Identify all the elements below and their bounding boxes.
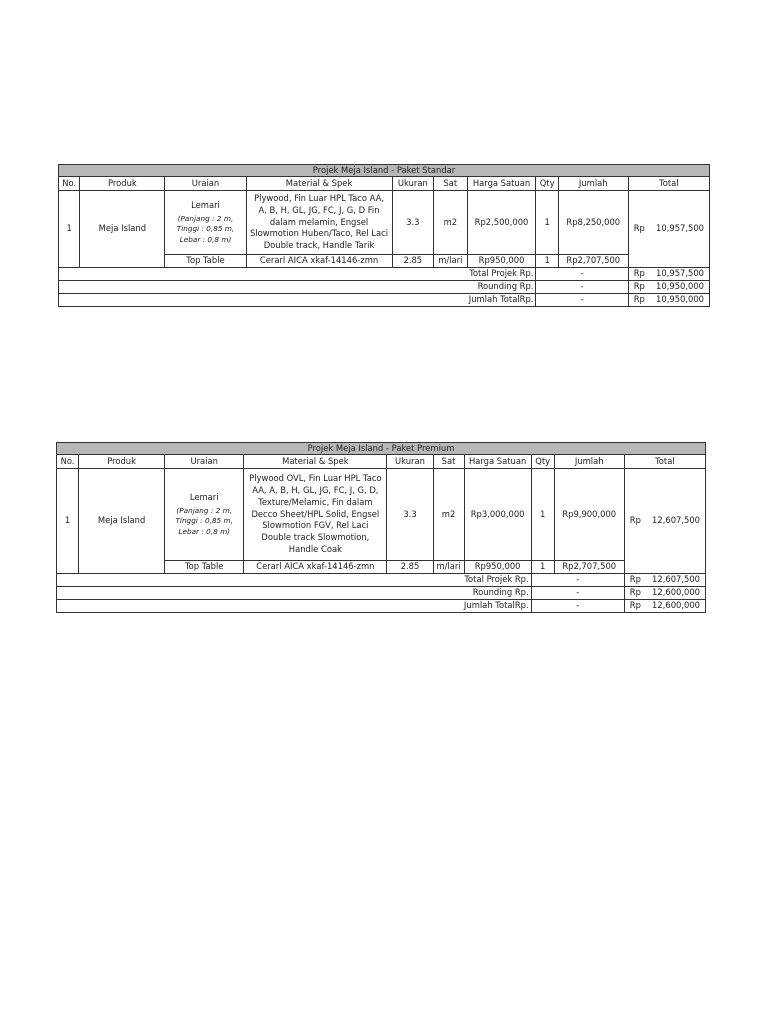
uraian-top-table: Top Table <box>165 561 244 574</box>
summary-label: Total Projek Rp. <box>59 268 536 281</box>
spek-lemari: Plywood, Fin Luar HPL Taco AA, A, B, H, GL, JG, FC, J, G, D Fin dalam melamin, Engsel Slowmotion Huben/Taco, Rel Laci Double track, Handle Tarik <box>246 191 392 255</box>
uraian-lemari: Lemari <box>189 491 219 502</box>
summary-dash: - <box>536 268 628 281</box>
uraian-cell <box>165 191 246 255</box>
summary-value: 10,950,000 <box>656 294 704 305</box>
summary-row-jumlah-total <box>57 600 706 613</box>
sat-top-table: m/lari <box>433 561 464 574</box>
total-value: 10,957,500 <box>656 223 704 234</box>
row-produk: Meja Island <box>79 469 165 574</box>
uraian-dimensions: (Panjang : 2 m, Tinggi : 0,85 m, Lebar : 0,8 m) <box>175 505 233 536</box>
ukuran-top-table: 2.85 <box>387 561 433 574</box>
summary-label: Rounding Rp. <box>57 587 532 600</box>
summary-row-total-projek <box>57 574 706 587</box>
summary-row-rounding <box>59 281 710 294</box>
summary-rp: Rp <box>629 574 641 585</box>
table-title: Projek Meja Island - Paket Standar <box>59 165 710 177</box>
ukuran-lemari: 3.3 <box>387 469 433 561</box>
uraian-dimensions: (Panjang : 2 m, Tinggi : 0,85 m, Lebar : 0,8 m) <box>176 213 235 244</box>
sat-top-table: m/lari <box>434 255 467 268</box>
spek-lemari: Plywood OVL, Fin Luar HPL Taco AA, A, B, H, GL, JG, FC, J, G, D, Texture/Melamic, Fin dalam Decco Sheet/HPL Solid, Engsel Slowmotion FGV, Rel Laci Double track Slowmotion, Handle Coak <box>244 469 387 561</box>
summary-value: 12,607,500 <box>652 574 700 585</box>
header-uraian: Uraian <box>165 455 244 469</box>
summary-value: 10,957,500 <box>656 268 704 279</box>
spek-top-table: Cerarl AICA xkaf-14146-zmn <box>244 561 387 574</box>
header-qty: Qty <box>531 455 554 469</box>
harga-lemari: Rp3,000,000 <box>464 469 531 561</box>
header-total: Total <box>624 455 705 469</box>
summary-rp: Rp <box>629 600 641 611</box>
row-no: 1 <box>59 191 80 268</box>
summary-row-jumlah-total <box>59 294 710 307</box>
qty-top-table: 1 <box>536 255 558 268</box>
header-row <box>59 177 710 191</box>
qty-lemari: 1 <box>536 191 558 255</box>
summary-value: 12,600,000 <box>652 587 700 598</box>
ukuran-lemari: 3.3 <box>392 191 434 255</box>
header-ukuran: Ukuran <box>392 177 434 191</box>
summary-rp: Rp <box>629 587 641 598</box>
jumlah-top-table: Rp2,707,500 <box>554 561 624 574</box>
header-jumlah: Jumlah <box>554 455 624 469</box>
row-total <box>624 469 705 574</box>
spek-top-table: Cerarl AICA xkaf-14146-zmn <box>246 255 392 268</box>
summary-amount <box>628 281 709 294</box>
summary-dash: - <box>536 294 628 307</box>
summary-value: 12,600,000 <box>652 600 700 611</box>
summary-rp: Rp <box>633 281 645 292</box>
sat-lemari: m2 <box>434 191 467 255</box>
harga-lemari: Rp2,500,000 <box>467 191 536 255</box>
summary-label: Jumlah TotalRp. <box>57 600 532 613</box>
table-title: Projek Meja Island - Paket Premium <box>57 443 706 455</box>
header-harga: Harga Satuan <box>467 177 536 191</box>
header-qty: Qty <box>536 177 558 191</box>
item-row-lemari <box>59 191 710 255</box>
uraian-lemari: Lemari <box>191 199 220 210</box>
header-sat: Sat <box>434 177 467 191</box>
header-produk: Produk <box>80 177 165 191</box>
jumlah-lemari: Rp9,900,000 <box>554 469 624 561</box>
summary-row-rounding <box>57 587 706 600</box>
uraian-cell <box>165 469 244 561</box>
header-total: Total <box>628 177 709 191</box>
row-total <box>628 191 709 268</box>
row-no: 1 <box>57 469 79 574</box>
qty-lemari: 1 <box>531 469 554 561</box>
header-row <box>57 455 706 469</box>
summary-amount <box>624 587 705 600</box>
summary-dash: - <box>531 600 624 613</box>
total-value: 12,607,500 <box>652 515 700 526</box>
uraian-top-table: Top Table <box>165 255 246 268</box>
header-sat: Sat <box>433 455 464 469</box>
summary-amount <box>628 294 709 307</box>
header-no: No. <box>57 455 79 469</box>
summary-label: Total Projek Rp. <box>57 574 532 587</box>
summary-label: Rounding Rp. <box>59 281 536 294</box>
summary-dash: - <box>531 587 624 600</box>
header-ukuran: Ukuran <box>387 455 433 469</box>
qty-top-table: 1 <box>531 561 554 574</box>
summary-label: Jumlah TotalRp. <box>59 294 536 307</box>
header-no: No. <box>59 177 80 191</box>
jumlah-lemari: Rp8,250,000 <box>558 191 628 255</box>
header-material: Material & Spek <box>246 177 392 191</box>
item-row-lemari <box>57 469 706 561</box>
summary-dash: - <box>536 281 628 294</box>
summary-amount <box>624 600 705 613</box>
summary-value: 10,950,000 <box>656 281 704 292</box>
header-produk: Produk <box>79 455 165 469</box>
summary-row-total-projek <box>59 268 710 281</box>
ukuran-top-table: 2.85 <box>392 255 434 268</box>
total-rp: Rp <box>633 223 645 234</box>
jumlah-top-table: Rp2,707,500 <box>558 255 628 268</box>
summary-amount <box>628 268 709 281</box>
summary-rp: Rp <box>633 268 645 279</box>
quote-table-standar <box>58 164 710 307</box>
summary-rp: Rp <box>633 294 645 305</box>
summary-dash: - <box>531 574 624 587</box>
row-produk: Meja Island <box>80 191 165 268</box>
sat-lemari: m2 <box>433 469 464 561</box>
total-rp: Rp <box>629 515 641 526</box>
header-harga: Harga Satuan <box>464 455 531 469</box>
summary-amount <box>624 574 705 587</box>
header-jumlah: Jumlah <box>558 177 628 191</box>
header-material: Material & Spek <box>244 455 387 469</box>
quote-table-premium <box>56 442 706 613</box>
harga-top-table: Rp950,000 <box>464 561 531 574</box>
harga-top-table: Rp950,000 <box>467 255 536 268</box>
header-uraian: Uraian <box>165 177 246 191</box>
